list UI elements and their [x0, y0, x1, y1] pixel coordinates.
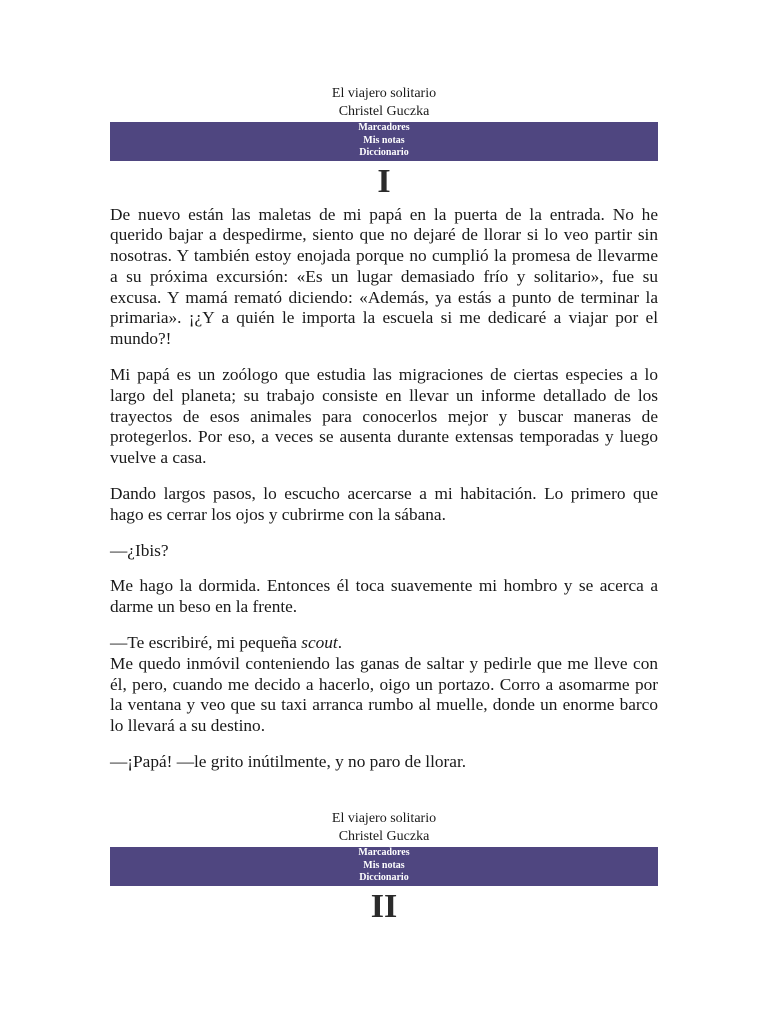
chapter-2-section: [110, 810, 658, 926]
chapter-number: II: [370, 887, 398, 925]
my-notes-link[interactable]: Mis notas: [363, 134, 405, 146]
reader-nav-bar: [110, 122, 658, 161]
paragraph: Me quedo inmóvil conteniendo las ganas de saltar y pedirle que me lleve con él, pero, cuando me decido a hacerlo, oigo un portazo. Corro a asomarme por la ventana y veo que su taxi arranca rumbo al muelle, donde un enorme barco lo llevará a su destino.: [110, 653, 658, 736]
book-author: Christel Guczka: [338, 829, 430, 844]
dialogue-paragraph: [110, 633, 658, 654]
book-header: [110, 85, 658, 121]
book-title: El viajero solitario: [331, 811, 437, 826]
paragraph: De nuevo están las maletas de mi papá en la puerta de la entrada. No he querido bajar a despedirme, siento que no dejaré de llorar si lo veo partir sin nosotras. Y también estoy enojada porque no cumplió la promesa de llevarme a su próxima excursión: «Es un lugar demasiado frío y solitario», fue su excusa. Y mamá remató diciendo: «Además, ya estás a punto de terminar la primaria». ¡¿Y a quién le importa la escuela si me dedicaré a viajar por el mundo?!: [110, 204, 658, 349]
bookmarks-link[interactable]: Marcadores: [358, 122, 410, 133]
my-notes-link[interactable]: Mis notas: [363, 859, 405, 871]
chapter-1-section: [110, 85, 658, 788]
dictionary-link[interactable]: Diccionario: [359, 147, 409, 158]
bookmarks-link[interactable]: Marcadores: [358, 847, 410, 858]
chapter-number: I: [377, 162, 391, 200]
book-title: El viajero solitario: [331, 86, 437, 101]
dialogue-paragraph: —¡Papá! —le grito inútilmente, y no paro de llorar.: [110, 752, 467, 772]
paragraph: Me hago la dormida. Entonces él toca suavemente mi hombro y se acerca a darme un beso en la frente.: [110, 576, 658, 617]
dialogue-text: —Te escribiré, mi pequeña: [110, 633, 302, 653]
reader-nav-bar: [110, 847, 658, 886]
dialogue-paragraph: —¿Ibis?: [110, 540, 169, 560]
book-author: Christel Guczka: [338, 104, 430, 119]
book-header: [110, 810, 658, 846]
paragraph: Dando largos pasos, lo escucho acercarse a mi habitación. Lo primero que hago es cerrar los ojos y cubrirme con la sábana.: [110, 484, 658, 524]
dialogue-suffix: .: [337, 633, 343, 653]
dictionary-link[interactable]: Diccionario: [359, 872, 409, 883]
paragraph: Mi papá es un zoólogo que estudia las migraciones de ciertas especies a lo largo del planeta; su trabajo consiste en llevar un informe detallado de los trayectos de esos animales para conocerlos mejor y buscar maneras de protegerlos. Por eso, a veces se ausenta durante extensas temporadas y luego vuelve a casa.: [110, 365, 658, 468]
dialogue-italic-word: scout: [301, 633, 338, 653]
chapter-body: [110, 205, 658, 773]
